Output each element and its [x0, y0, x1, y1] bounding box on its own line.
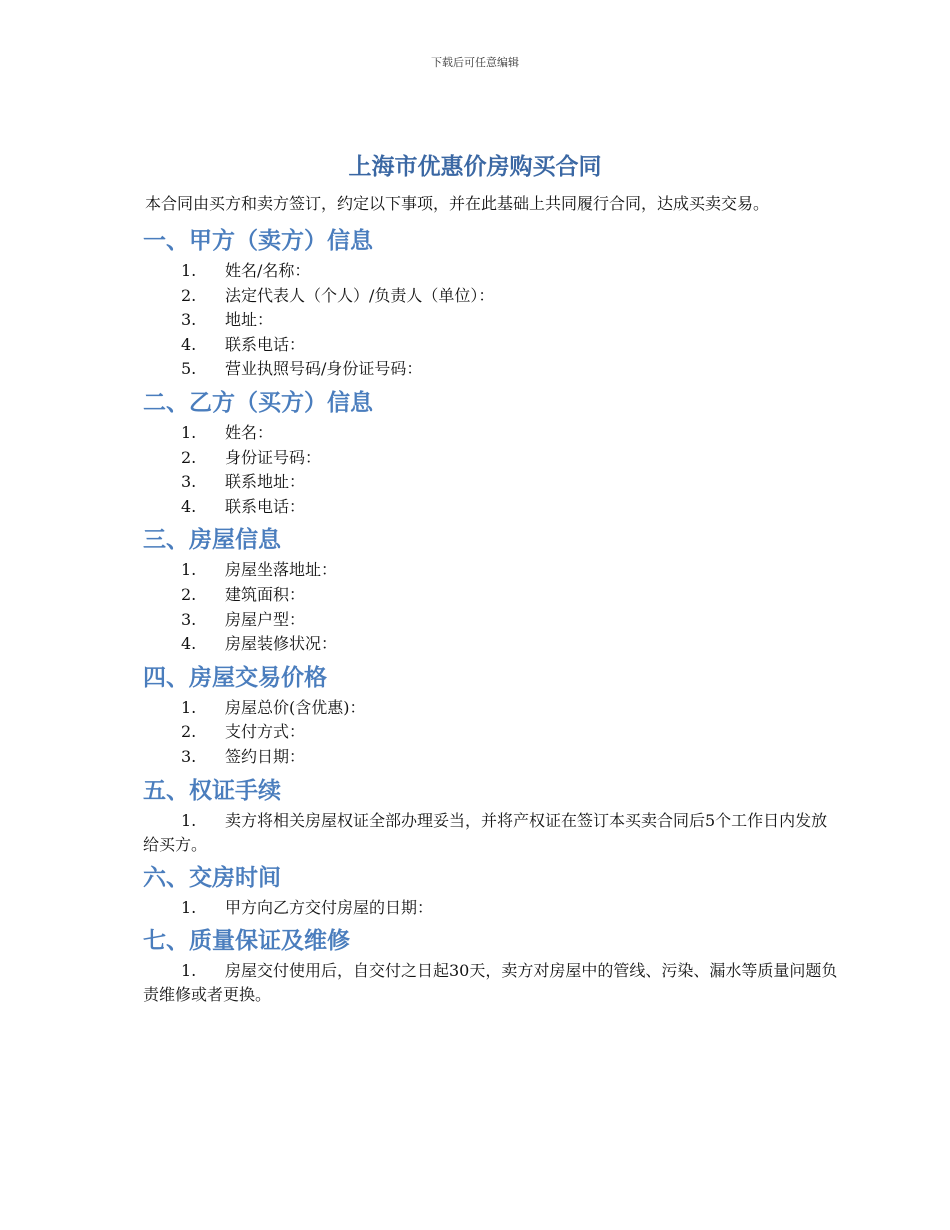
- section-heading: 三、房屋信息: [143, 527, 281, 554]
- section-list: [113, 696, 841, 770]
- section-list: [113, 421, 841, 519]
- section-warranty: [113, 926, 841, 1007]
- list-item: 3. 房屋户型：: [181, 609, 306, 629]
- list-item: 4. 联系电话：: [181, 334, 306, 354]
- section-heading: 四、房屋交易价格: [143, 664, 327, 691]
- section-handover: [113, 863, 841, 921]
- section-list: [113, 896, 841, 921]
- section-buyer-info: [113, 388, 841, 519]
- list-item: 3. 签约日期：: [181, 746, 306, 766]
- list-item: 1. 房屋总价(含优惠)：: [181, 697, 366, 717]
- section-title-deed: [113, 776, 841, 857]
- paragraph-item: 1. 房屋交付使用后，自交付之日起30天，卖方对房屋中的管线、污染、漏水等质量问题负责维修或者更换。: [143, 961, 838, 1005]
- section-list: [113, 259, 841, 382]
- list-item: 4. 房屋装修状况：: [181, 634, 338, 654]
- section-price: [113, 663, 841, 770]
- list-item: 1. 姓名：: [181, 422, 274, 442]
- section-seller-info: [113, 226, 841, 382]
- section-heading: 七、质量保证及维修: [143, 928, 350, 955]
- list-item: 5. 营业执照号码/身份证号码：: [181, 359, 423, 379]
- paragraph-item: 1. 卖方将相关房屋权证全部办理妥当，并将产权证在签订本买卖合同后5个工作日内发放给买方。: [143, 810, 828, 854]
- list-item: 3. 地址：: [181, 310, 274, 330]
- section-heading: 二、乙方（买方）信息: [143, 389, 373, 416]
- section-heading: 五、权证手续: [143, 777, 281, 804]
- intro-paragraph: 本合同由买方和卖方签订，约定以下事项，并在此基础上共同履行合同，达成买卖交易。: [145, 194, 770, 213]
- document-body: [113, 192, 841, 1013]
- list-item: 2. 支付方式：: [181, 722, 306, 742]
- list-item: 1. 姓名/名称：: [181, 261, 311, 280]
- list-item: 2. 法定代表人（个人）/负责人（单位）：: [181, 285, 495, 305]
- section-heading: 一、甲方（卖方）信息: [143, 228, 373, 254]
- list-item: 1. 房屋坐落地址：: [181, 560, 338, 580]
- list-item: 1. 甲方向乙方交付房屋的日期：: [181, 897, 434, 917]
- section-heading: 六、交房时间: [143, 864, 281, 891]
- header-note: 下载后可任意编辑: [431, 56, 519, 69]
- list-item: 4. 联系电话：: [181, 496, 306, 516]
- list-item: 2. 建筑面积：: [181, 584, 306, 604]
- list-item: 3. 联系地址：: [181, 472, 306, 492]
- section-list: [113, 558, 841, 656]
- section-house-info: [113, 525, 841, 656]
- document-title: 上海市优惠价房购买合同: [348, 154, 602, 180]
- list-item: 2. 身份证号码：: [181, 447, 322, 467]
